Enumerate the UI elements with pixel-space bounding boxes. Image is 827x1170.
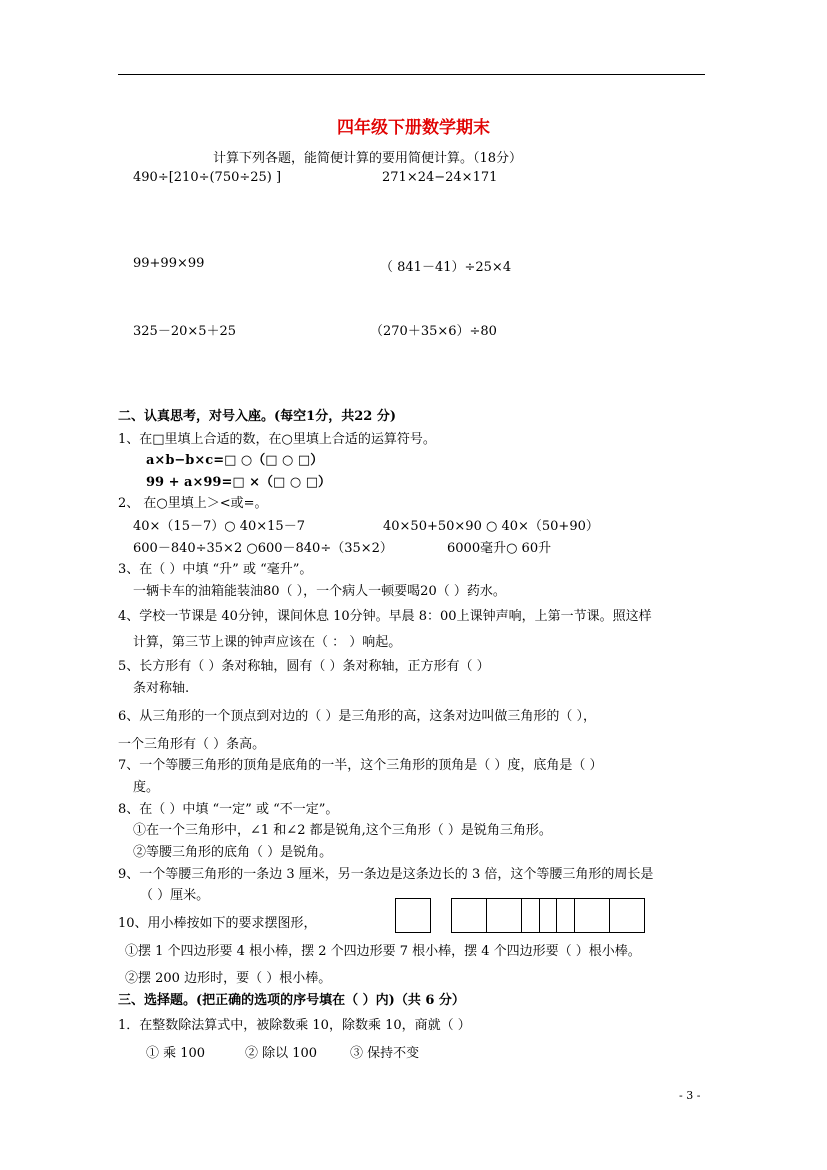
calc-item-2: 271×24−24×171 [382, 170, 498, 185]
calc-item-3: 99+99×99 [133, 256, 205, 271]
q2-compare-2: 40×50+50×90 ○ 40×（50+90） [383, 519, 599, 534]
stick-figure-1-square [395, 898, 431, 932]
choice-option-1: ① 乘 100 [146, 1046, 206, 1061]
section1-heading: 计算下列各题，能简便计算的要用简便计算。（18分） [213, 151, 523, 166]
q7-line-2: 度。 [133, 780, 160, 795]
q8-text: 8、在（ ）中填 “一定” 或 “不一定”。 [118, 802, 339, 817]
square-cell [451, 898, 487, 933]
square-cell [486, 898, 522, 933]
section2-heading: 二、认真思考，对号入座。(每空1分，共22 分) [118, 409, 396, 424]
q1-formula-2: 99 + a×99=□ ×（□ ○ □） [146, 475, 331, 490]
q7-line-1: 7、一个等腰三角形的顶角是底角的一半，这个三角形的顶角是（ ）度，底角是（ ） [118, 758, 603, 773]
square-cell [395, 898, 431, 933]
q6-line-2: 一个三角形有（ ）条高。 [118, 737, 266, 752]
q10-item-2: ②摆 200 边形时，要（ ）根小棒。 [125, 971, 332, 986]
q6-line-1: 6、从三角形的一个顶点到对边的（ ）是三角形的高，这条对边叫做三角形的（ ）， [118, 709, 597, 724]
calc-item-5: 325－20×5＋25 [133, 324, 237, 339]
section3-heading: 三、选择题。(把正确的选项的序号填在（ ）内)（共 6 分） [118, 993, 465, 1008]
q2-compare-1: 40×（15－7）○ 40×15－7 [133, 519, 305, 534]
page-title: 四年级下册数学期末 [337, 118, 490, 138]
calc-item-1: 490÷[210÷(750÷25) ] [133, 170, 282, 185]
q2-compare-4: 6000毫升○ 60升 [447, 541, 552, 556]
calc-item-4: （ 841－41）÷25×4 [380, 260, 512, 275]
square-cell [609, 898, 645, 933]
q1-formula-1: a×b−b×c=□ ○（□ ○ □） [146, 453, 324, 468]
q8-item-2: ②等腰三角形的底角（ ）是锐角。 [133, 845, 333, 860]
q5-line-2: 条对称轴. [133, 681, 190, 696]
q10-item-1: ①摆 1 个四边形要 4 根小棒，摆 2 个四边形要 7 根小棒，摆 4 个四边形要（ ）根小棒。 [125, 944, 641, 959]
q9-line-2: （ ）厘米。 [140, 888, 210, 903]
q9-line-1: 9、一个等腰三角形的一条边 3 厘米，另一条边是这条边长的 3 倍，这个等腰三角形的周长是 [118, 867, 654, 882]
q2-compare-3: 600－840÷35×2 ○600－840÷（35×2） [133, 541, 393, 556]
q3-content: 一辆卡车的油箱能装油80（ ），一个病人一顿要喝20（ ）药水。 [133, 584, 506, 599]
q2-text: 2、 在○里填上＞<或=。 [118, 496, 268, 511]
stick-figure-3-squares [539, 898, 645, 932]
q4-line-2: 计算，第三节上课的钟声应该在（ ： ）响起。 [133, 635, 402, 650]
header-rule [118, 74, 705, 75]
choice-question-1: 1．在整数除法算式中，被除数乘 10，除数乘 10，商就（ ） [118, 1018, 471, 1033]
square-cell [539, 898, 575, 933]
q1-text: 1、在□里填上合适的数，在○里填上合适的运算符号。 [118, 432, 436, 447]
q5-line-1: 5、长方形有（ ）条对称轴，圆有（ ）条对称轴，正方形有（ ） [118, 659, 490, 674]
q3-text: 3、在（ ）中填 “升” 或 “毫升”。 [118, 562, 313, 577]
choice-option-3: ③ 保持不变 [350, 1046, 420, 1061]
q10-text: 10、用小棒按如下的要求摆图形， [118, 916, 317, 931]
choice-option-2: ② 除以 100 [245, 1046, 318, 1061]
page-number: - 3 - [679, 1089, 701, 1102]
calc-item-6: （270＋35×6）÷80 [370, 324, 497, 339]
q8-item-1: ①在一个三角形中，∠1 和∠2 都是锐角,这个三角形（ ）是锐角三角形。 [133, 823, 552, 838]
square-cell [574, 898, 610, 933]
q4-line-1: 4、学校一节课是 40分钟，课间休息 10分钟。早晨 8：00上课钟声响，上第一节课。照这样 [118, 609, 652, 624]
